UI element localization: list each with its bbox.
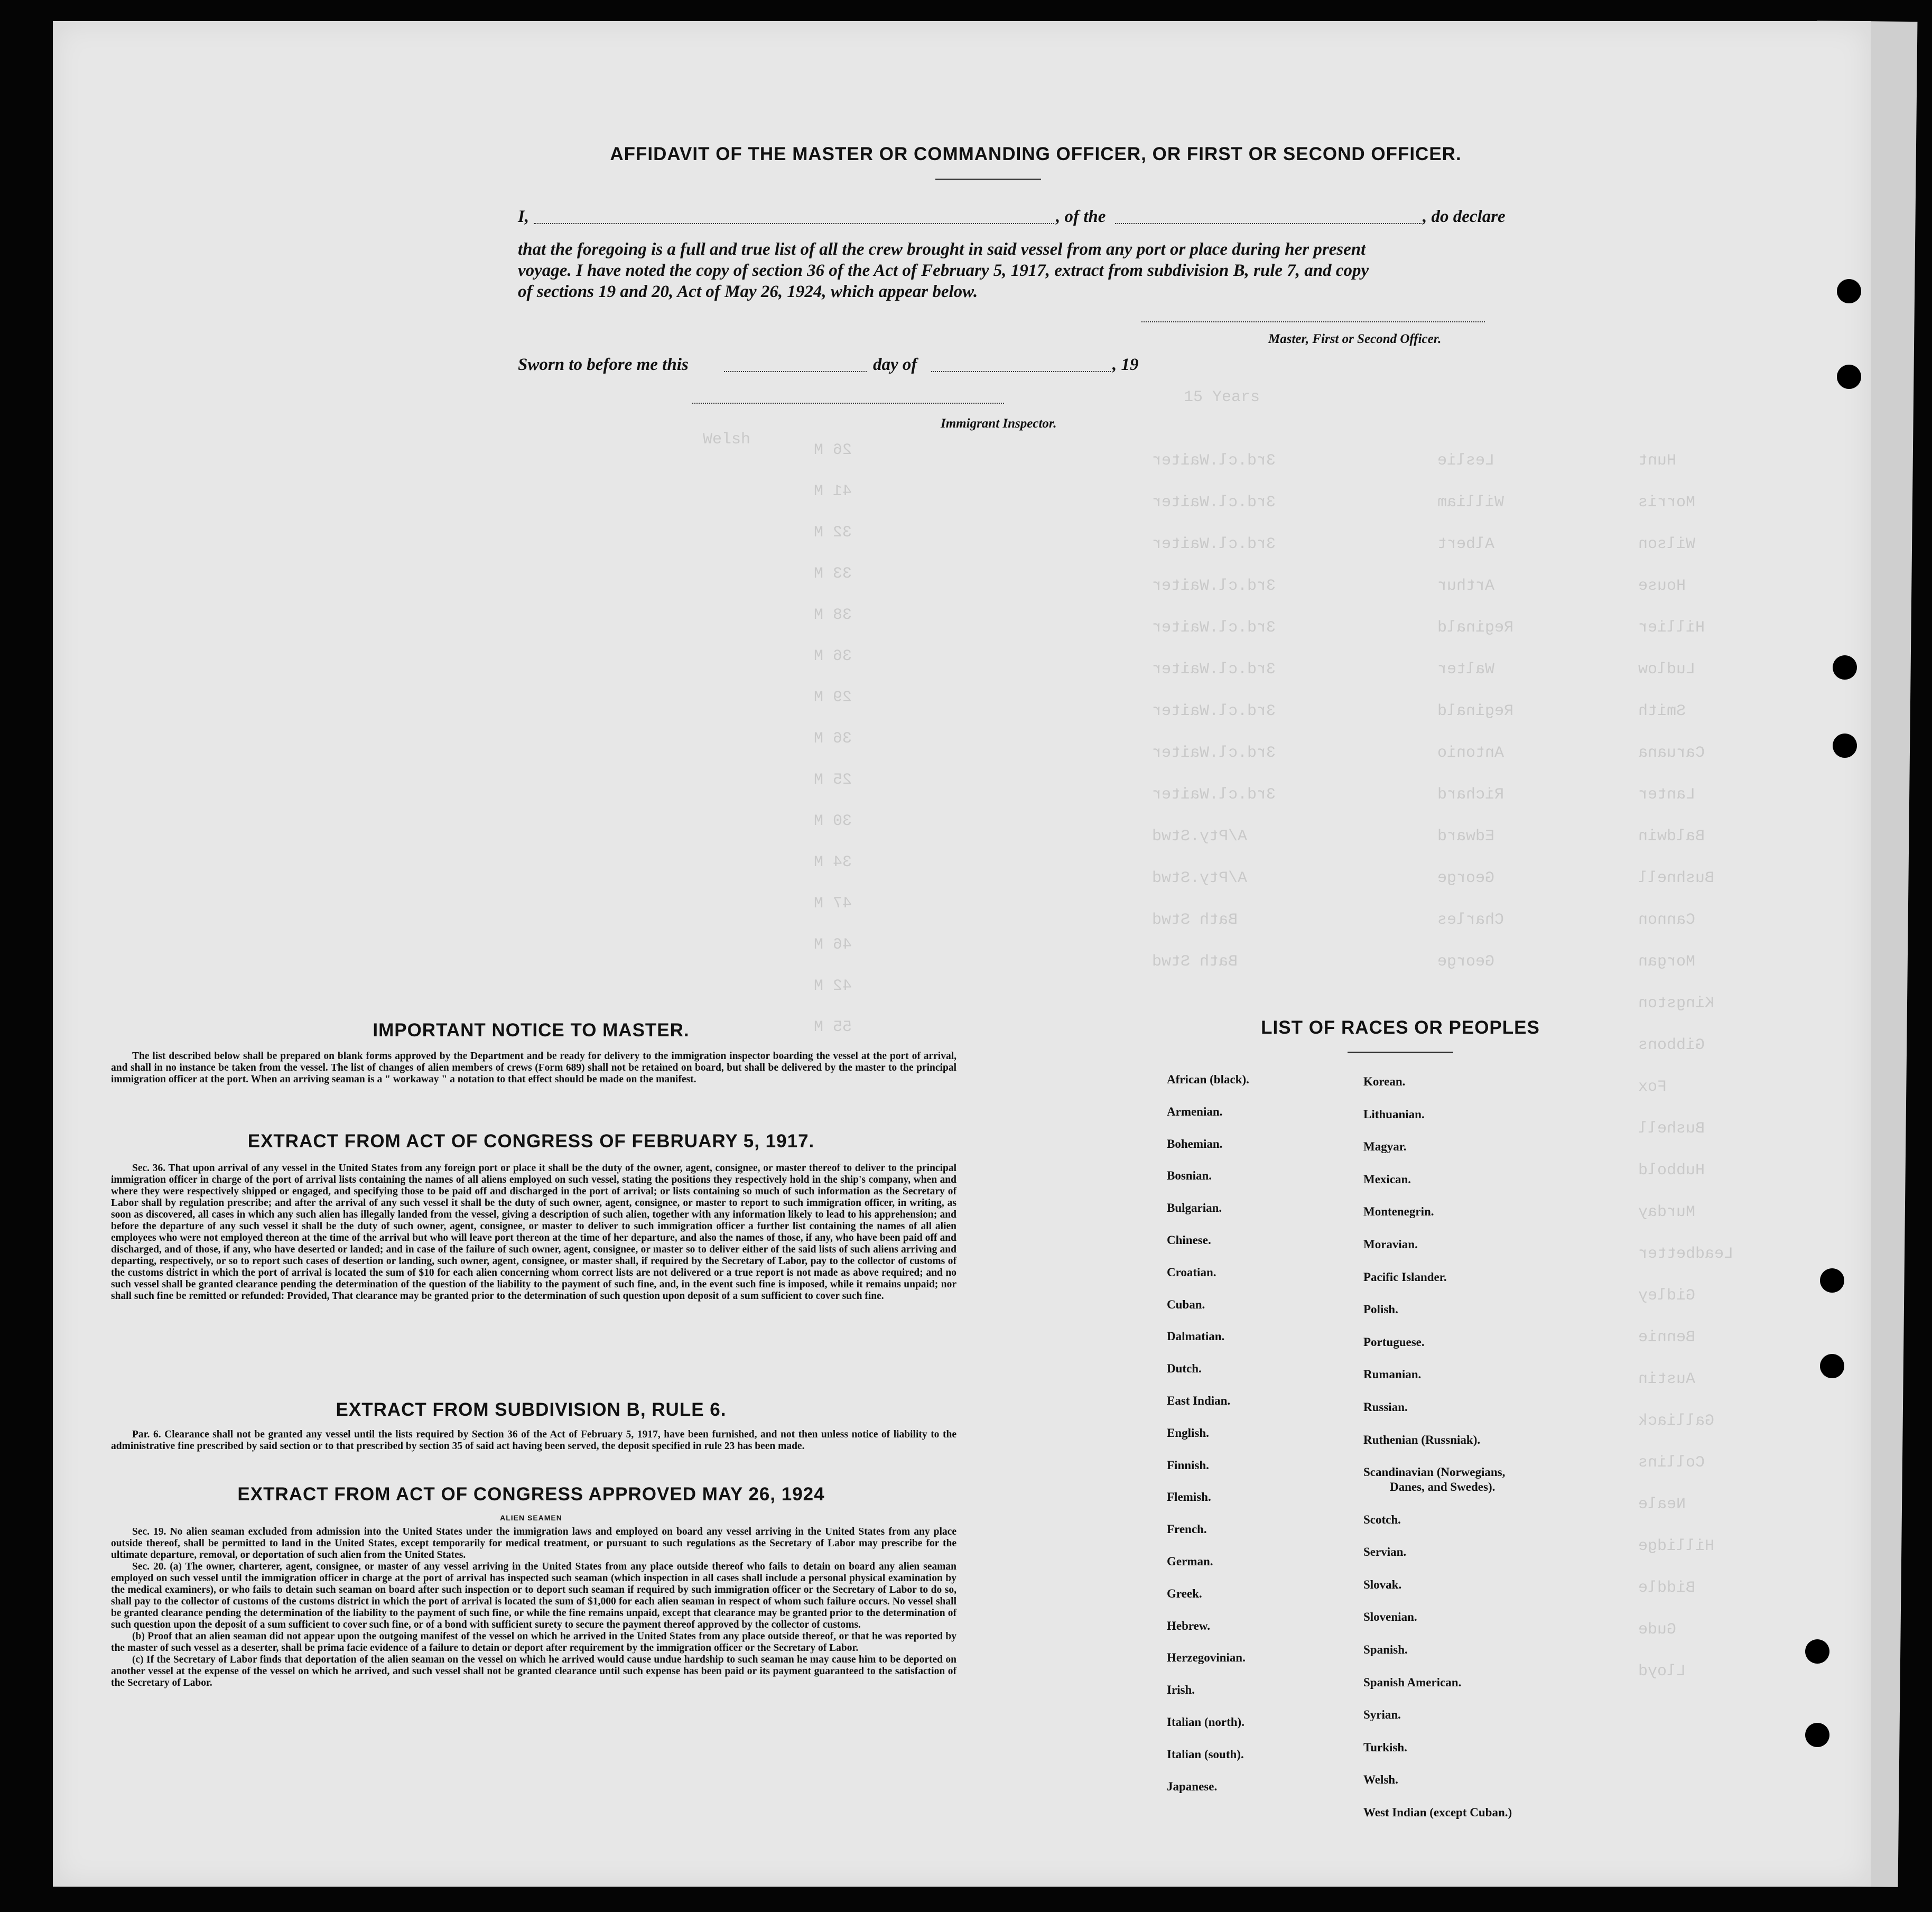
bleedthrough-entry: 47 M — [814, 895, 852, 913]
races-title-underline — [1348, 1052, 1453, 1053]
master-signature-line — [1141, 321, 1485, 322]
race-item: Turkish. — [1363, 1740, 1407, 1754]
race-item: West Indian (except Cuban.) — [1363, 1805, 1512, 1819]
bleedthrough-entry: Bennie — [1638, 1329, 1696, 1347]
race-item: Servian. — [1363, 1545, 1407, 1559]
race-item: Moravian. — [1363, 1238, 1418, 1251]
bleedthrough-entry: 3rd.cl.Waiter — [1152, 744, 1276, 762]
bleedthrough-years: 15 Years — [1184, 388, 1260, 406]
name-blank — [534, 223, 1054, 224]
inspector-label: Immigrant Inspector. — [941, 416, 1057, 431]
bleedthrough-entry: Galliack — [1638, 1412, 1715, 1430]
bleedthrough-entry: 26 M — [814, 441, 852, 459]
affidavit-line4: of sections 19 and 20, Act of May 26, 1924, which appear below. — [518, 282, 978, 301]
bleedthrough-entry: 3rd.cl.Waiter — [1152, 619, 1276, 637]
affidavit-title: AFFIDAVIT OF THE MASTER OR COMMANDING OFFICER, OR FIRST OR SECOND OFFICER. — [610, 144, 1462, 164]
bleedthrough-entry: Hillier — [1638, 619, 1705, 637]
bleedthrough-entry: Arthur — [1437, 577, 1495, 595]
bleedthrough-entry: 30 M — [814, 812, 852, 830]
bleedthrough-entry: Reginald — [1437, 619, 1514, 637]
race-item: Scandinavian (Norwegians, — [1363, 1465, 1506, 1479]
bleedthrough-nation: Welsh — [703, 431, 751, 449]
sworn-year: , 19 — [1112, 355, 1139, 374]
race-item: Montenegrin. — [1363, 1205, 1434, 1219]
race-item: African (black). — [1167, 1073, 1249, 1086]
sec20a-paragraph: Sec. 20. (a) The owner, charterer, agent, consignee, or master of any vessel arriving in the United States from any place outside thereof who fails to detain on board any alien seaman employed on such vessel until the immigration officer in charge at the port of arrival has inspected such seaman (which inspection in all cases shall include a personal physical examination by the medical examiners), or who fails to detain such seaman on board after such inspection or to deport such seaman if required by such immigration officer or the Secretary of Labor to do so, shall pay to the collector of customs of the customs district in which the port of arrival is located the sum of $1,000 for each alien seaman in respect of whom such failure occurs. No vessel shall be granted clearance pending the determination of the liability to the payment of such fine, or while the fine remains unpaid, except that clearance may be granted prior to the determination of such question upon the deposit of a sum sufficient to cover such fine, or of a bond with sufficient surety to secure the payment thereof approved by the collector of customs. — [111, 1561, 956, 1630]
bleedthrough-entry: Antonio — [1437, 744, 1504, 762]
race-item: Finnish. — [1167, 1458, 1209, 1472]
sec20b-paragraph: (b) Proof that an alien seaman did not appear upon the outgoing manifest of the vessel on which he arrived in the United States from any place outside thereof, or that he was reported by the master of such vessel as a deserter, shall be prima facie evidence of a failure to detain or deport after requirement by the immigration officer or the Secretary of Labor. — [111, 1631, 956, 1654]
race-item: Danes, and Swedes). — [1390, 1480, 1496, 1493]
bleedthrough-entry: Wilson — [1638, 535, 1696, 553]
bleedthrough-entry: Lloyd — [1638, 1663, 1686, 1681]
bleedthrough-entry: Bath Stwd — [1152, 911, 1238, 929]
race-item: Korean. — [1363, 1075, 1406, 1088]
bleedthrough-entry: Edward — [1437, 828, 1495, 846]
notice-text — [111, 1051, 956, 1085]
extract-1917-title: EXTRACT FROM ACT OF CONGRESS OF FEBRUARY 5, 1917. — [247, 1131, 815, 1152]
race-item: Bosnian. — [1167, 1169, 1212, 1183]
race-item: Hebrew. — [1167, 1619, 1210, 1632]
race-item: Slovak. — [1363, 1577, 1402, 1591]
bleedthrough-entry: Morgan — [1638, 953, 1696, 971]
race-item: Pacific Islander. — [1363, 1270, 1447, 1284]
race-item: Magyar. — [1363, 1140, 1407, 1154]
bleedthrough-entry: Biddle — [1638, 1579, 1696, 1597]
bleedthrough-entry: Fox — [1638, 1078, 1667, 1096]
bleedthrough-entry: Charles — [1437, 911, 1504, 929]
master-label: Master, First or Second Officer. — [1268, 332, 1442, 346]
bleedthrough-entry: 3rd.cl.Waiter — [1152, 786, 1276, 804]
sworn-day-of: day of — [873, 355, 917, 374]
bleedthrough-entry: Albert — [1437, 535, 1495, 553]
bleedthrough-entry: Morris — [1638, 494, 1696, 512]
bleedthrough-entry: 3rd.cl.Waiter — [1152, 494, 1276, 512]
bleedthrough-entry: Baldwin — [1638, 828, 1705, 846]
race-item: Flemish. — [1167, 1490, 1211, 1504]
bleedthrough-entry: Kingston — [1638, 995, 1715, 1013]
race-item: Bulgarian. — [1167, 1201, 1222, 1215]
race-item: Chinese. — [1167, 1233, 1211, 1247]
bleedthrough-entry: 3rd.cl.Waiter — [1152, 702, 1276, 720]
bleedthrough-entry: Hubbold — [1638, 1162, 1705, 1180]
races-title: LIST OF RACES OR PEOPLES — [1261, 1017, 1540, 1038]
extract-1924-subtitle: ALIEN SEAMEN — [500, 1514, 562, 1522]
race-item: Spanish. — [1363, 1642, 1408, 1656]
race-item: Dutch. — [1167, 1362, 1202, 1376]
bleedthrough-entry: 46 M — [814, 936, 852, 954]
affidavit-i: I, — [518, 207, 530, 226]
race-item: Mexican. — [1363, 1172, 1411, 1186]
bleedthrough-entry: Reginald — [1437, 702, 1514, 720]
sworn-prefix: Sworn to before me this — [518, 355, 689, 374]
bleedthrough-entry: Smith — [1638, 702, 1686, 720]
rule6-title: EXTRACT FROM SUBDIVISION B, RULE 6. — [336, 1399, 727, 1420]
race-item: Bohemian. — [1167, 1137, 1223, 1150]
bleedthrough-entry: A/Pty.Stwd — [1152, 869, 1248, 887]
bleedthrough-entry: Neale — [1638, 1496, 1686, 1514]
bleedthrough-entry: 32 M — [814, 524, 852, 542]
rule6-text — [111, 1429, 956, 1452]
bleedthrough-entry: Collins — [1638, 1454, 1705, 1472]
race-item: Lithuanian. — [1363, 1107, 1425, 1121]
extract-1924-text — [111, 1526, 956, 1689]
bleedthrough-entry: Leslie — [1437, 452, 1495, 470]
bleedthrough-entry: George — [1437, 869, 1495, 887]
bleedthrough-entry: House — [1638, 577, 1686, 595]
race-item: Portuguese. — [1363, 1335, 1425, 1349]
race-item: Greek. — [1167, 1586, 1202, 1600]
bleedthrough-entry: Bath Stwd — [1152, 953, 1238, 971]
affidavit-of-the: , of the — [1056, 207, 1106, 226]
race-item: East Indian. — [1167, 1394, 1231, 1407]
race-item: Herzegovinian. — [1167, 1651, 1246, 1665]
bleedthrough-entry: 3rd.cl.Waiter — [1152, 577, 1276, 595]
bleedthrough-entry: Bushell — [1638, 1120, 1705, 1138]
race-item: Italian (south). — [1167, 1747, 1244, 1761]
bleedthrough-entry: Richard — [1437, 786, 1504, 804]
notice-paragraph: The list described below shall be prepared on blank forms approved by the Department and be ready for delivery to the immigration inspector boarding the vessel at the port of arrival, and shall in no instance be taken from the vessel. The list of changes of alien members of crews (Form 689) shall not be retained on board, but shall be delivered by the master to the principal immigration officer at the port. When an arriving seaman is a " workaway " a notation to that effect should be made on the manifest. — [111, 1051, 956, 1085]
bleedthrough-entry: 38 M — [814, 606, 852, 624]
bleedthrough-entry: 33 M — [814, 565, 852, 583]
notice-title: IMPORTANT NOTICE TO MASTER. — [373, 1020, 690, 1041]
sworn-day-blank — [724, 371, 867, 372]
extract-1917-paragraph: Sec. 36. That upon arrival of any vessel in the United States from any foreign port or place it shall be the duty of the owner, agent, consignee, or master thereof to deliver to the principal immigration officer in charge of the port of arrival lists containing the names of all aliens employed on such vessel, stating the positions they respectively hold in the ship's company, when and where they were respectively shipped or engaged, and specifying those to be paid off and discharged in the port of arrival; or lists containing so much of such information as the Secretary of Labor shall by regulation prescribe; and after the arrival of any such vessel it shall be the duty of such owner, agent, consignee, or master to report to such immigration officer, in writing, as soon as discovered, all cases in which any such alien has illegally landed from the vessel, giving a description of such alien, together with any information likely to lead to his apprehension; and before the departure of any such vessel it shall be the duty of such owner, agent, consignee, or master to deliver to such immigration officer a further list containing the names of all alien employees who were not employed thereon at the time of the arrival but who will leave port thereon at the time of her departure, and also the names of those, if any, who have been paid off and discharged, and of those, if any, who have deserted or landed; and in case of the failure of such owner, agent, consignee, or master so to deliver either of the said lists of such aliens arriving and departing, respectively, or so to report such cases of desertion or landing, such owner, agent, consignee, or master shall, if required by the Secretary of Labor, pay to the collector of customs of the customs district in which the port of arrival is located the sum of $10 for each alien concerning whom correct lists are not delivered or a true report is not made as above required; and no such vessel shall be granted clearance pending the determination of the question of the liability to the payment of such fine, and, in the event such fine is imposed, while it remains unpaid; nor shall such fine be remitted or refunded: Provided, That clearance may be granted prior to the determination of such question upon deposit of a sum sufficient to cover such fine. — [111, 1163, 956, 1302]
bleedthrough-entry: 29 M — [814, 689, 852, 707]
race-item: French. — [1167, 1523, 1207, 1536]
race-item: German. — [1167, 1555, 1213, 1568]
race-item: Rumanian. — [1363, 1368, 1422, 1381]
race-item: Spanish American. — [1363, 1675, 1462, 1689]
bleedthrough-entry: Lanter — [1638, 786, 1696, 804]
bleedthrough-entry: 42 M — [814, 977, 852, 995]
bleedthrough-entry: William — [1437, 494, 1504, 512]
bleedthrough-entry: Hunt — [1638, 452, 1677, 470]
race-item: Croatian. — [1167, 1265, 1216, 1279]
bleedthrough-entry: Ludlow — [1638, 661, 1696, 679]
extract-1924-title: EXTRACT FROM ACT OF CONGRESS APPROVED MAY 26, 1924 — [237, 1484, 825, 1505]
title-underline — [935, 179, 1041, 180]
bleedthrough-entry: Hillidge — [1638, 1537, 1715, 1555]
bleedthrough-entry: Bushnell — [1638, 869, 1715, 887]
sec19-paragraph: Sec. 19. No alien seaman excluded from admission into the United States under the immigration laws and employed on board any vessel arriving in the United States from any place outside thereof, shall be permitted to land in the United States, except temporarily for medical treatment, or pursuant to such regulations as the Secretary of Labor may prescribe for the ultimate departure, removal, or deportation of such alien from the United States. — [111, 1526, 956, 1561]
bleedthrough-entry: 3rd.cl.Waiter — [1152, 535, 1276, 553]
race-item: English. — [1167, 1426, 1209, 1440]
bleedthrough-entry: Gibbons — [1638, 1036, 1705, 1054]
bleedthrough-entry: Caruana — [1638, 744, 1705, 762]
race-item: Italian (north). — [1167, 1715, 1244, 1729]
bleedthrough-entry: 3rd.cl.Waiter — [1152, 661, 1276, 679]
race-item: Ruthenian (Russniak). — [1363, 1433, 1481, 1446]
race-item: Armenian. — [1167, 1104, 1223, 1118]
race-item: Slovenian. — [1363, 1610, 1417, 1624]
race-item: Syrian. — [1363, 1708, 1401, 1722]
affidavit-declare: , do declare — [1423, 207, 1506, 226]
race-item: Irish. — [1167, 1683, 1195, 1697]
inspector-signature-line — [692, 403, 1004, 404]
bleedthrough-entry: Austin — [1638, 1370, 1696, 1388]
race-item: Dalmatian. — [1167, 1330, 1225, 1343]
bleedthrough-entry: Leadbetter — [1638, 1245, 1734, 1263]
race-item: Russian. — [1363, 1400, 1408, 1414]
bleedthrough-entry: 55 M — [814, 1018, 852, 1036]
bleedthrough-entry: Cannon — [1638, 911, 1696, 929]
race-item: Polish. — [1363, 1303, 1398, 1316]
race-item: Cuban. — [1167, 1297, 1205, 1311]
bleedthrough-entry: Walter — [1437, 661, 1495, 679]
bleedthrough-entry: 41 M — [814, 482, 852, 500]
bleedthrough-entry: Gidley — [1638, 1287, 1696, 1305]
bleedthrough-entry: 25 M — [814, 771, 852, 789]
affidavit-line3: voyage. I have noted the copy of section 36 of the Act of February 5, 1917, extract from subdivision B, rule 7, and copy — [518, 261, 1369, 280]
bleedthrough-entry: 34 M — [814, 853, 852, 871]
bleedthrough-entry: George — [1437, 953, 1495, 971]
bleedthrough-entry: A/Pty.Stwd — [1152, 828, 1248, 846]
bleedthrough-entry: 3rd.cl.Waiter — [1152, 452, 1276, 470]
affidavit-line2: that the foregoing is a full and true list of all the crew brought in said vessel from any port or place during her present — [518, 240, 1366, 259]
bleedthrough-entry: 36 M — [814, 730, 852, 748]
document-page — [53, 21, 1871, 1887]
bleedthrough-entry: 36 M — [814, 647, 852, 665]
race-item: Japanese. — [1167, 1779, 1218, 1793]
race-item: Welsh. — [1363, 1773, 1398, 1787]
rule6-paragraph: Par. 6. Clearance shall not be granted any vessel until the lists required by Section 36 of the Act of February 5, 1917, have been furnished, and not then unless notice of liability to the administrative fine prescribed by said section or to that prescribed by section 35 of said act having been served, the deposit specified in rule 23 has been made. — [111, 1429, 956, 1452]
bleedthrough-entry: Murday — [1638, 1203, 1696, 1221]
sec20c-paragraph: (c) If the Secretary of Labor finds that deportation of the alien seaman on the vessel on which he arrived would cause undue hardship to such seaman he may cause him to be deported on another vessel at the expense of the vessel on which he arrived, and such vessel shall not be granted clearance until such expense has been paid or its payment guaranteed to the satisfaction of the Secretary of Labor. — [111, 1654, 956, 1688]
sworn-month-blank — [931, 371, 1111, 372]
race-item: Scotch. — [1363, 1512, 1401, 1526]
extract-1917-text — [111, 1163, 956, 1302]
vessel-blank — [1115, 223, 1422, 224]
bleedthrough-entry: Gude — [1638, 1621, 1677, 1639]
